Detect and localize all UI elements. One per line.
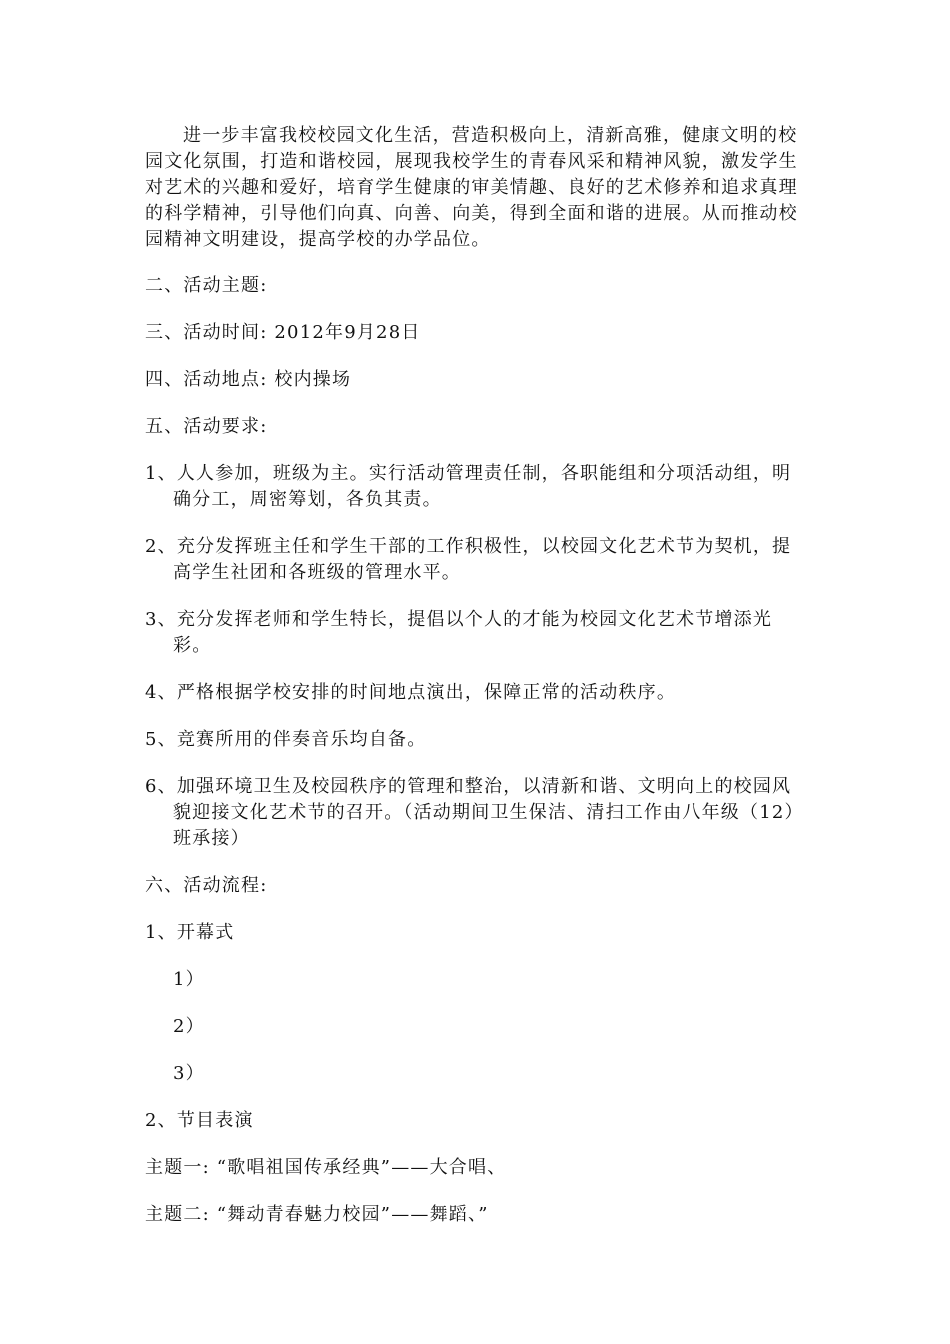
- theme-two: 主题二: “舞动青春魅力校园”——舞蹈、”: [145, 1204, 489, 1225]
- requirement-item-2: 2、充分发挥班主任和学生干部的工作积极性，以校园文化艺术节为契机，提高学生社团和各班级的管理水平。: [145, 536, 792, 583]
- opening-ceremony-heading: 1、开幕式: [145, 922, 235, 943]
- section-location-heading: 四、活动地点: 校内操场: [145, 369, 352, 390]
- theme-one: 主题一: “歌唱祖国传承经典”——大合唱、: [145, 1157, 507, 1178]
- requirement-item-1: 1、人人参加，班级为主。实行活动管理责任制，各职能组和分项活动组，明确分工，周密筹划，各负其责。: [145, 463, 792, 510]
- opening-subitem-1: 1）: [173, 969, 205, 990]
- section-process-heading: 六、活动流程:: [145, 875, 268, 896]
- section-time-heading: 三、活动时间: 2012年9月28日: [145, 322, 421, 343]
- intro-paragraph: 进一步丰富我校校园文化生活，营造积极向上，清新高雅，健康文明的校园文化氛围，打造和谐校园，展现我校学生的青春风采和精神风貌，激发学生对艺术的兴趣和爱好，培育学生健康的审美情趣、良好的艺术修养和追求真理的科学精神，引导他们向真、向善、向美，得到全面和谐的进展。从而推动校园精神文明建设，提高学校的办学品位。: [145, 125, 798, 250]
- opening-subitem-3: 3）: [173, 1063, 205, 1084]
- opening-subitem-2: 2）: [173, 1016, 205, 1037]
- requirement-item-6: 6、加强环境卫生及校园秩序的管理和整治，以清新和谐、文明向上的校园风貌迎接文化艺术节的召开。（活动期间卫生保洁、清扫工作由八年级（12）班承接）: [145, 776, 804, 849]
- requirement-item-3: 3、充分发挥老师和学生特长，提倡以个人的才能为校园文化艺术节增添光彩。: [145, 609, 773, 656]
- requirement-item-5: 5、竞赛所用的伴奏音乐均自备。: [145, 729, 427, 750]
- performance-heading: 2、节目表演: [145, 1110, 254, 1131]
- requirement-item-4: 4、严格根据学校安排的时间地点演出，保障正常的活动秩序。: [145, 682, 677, 703]
- document-body: [145, 123, 810, 1249]
- section-requirements-heading: 五、活动要求:: [145, 416, 268, 437]
- section-theme-heading: 二、活动主题:: [145, 275, 268, 296]
